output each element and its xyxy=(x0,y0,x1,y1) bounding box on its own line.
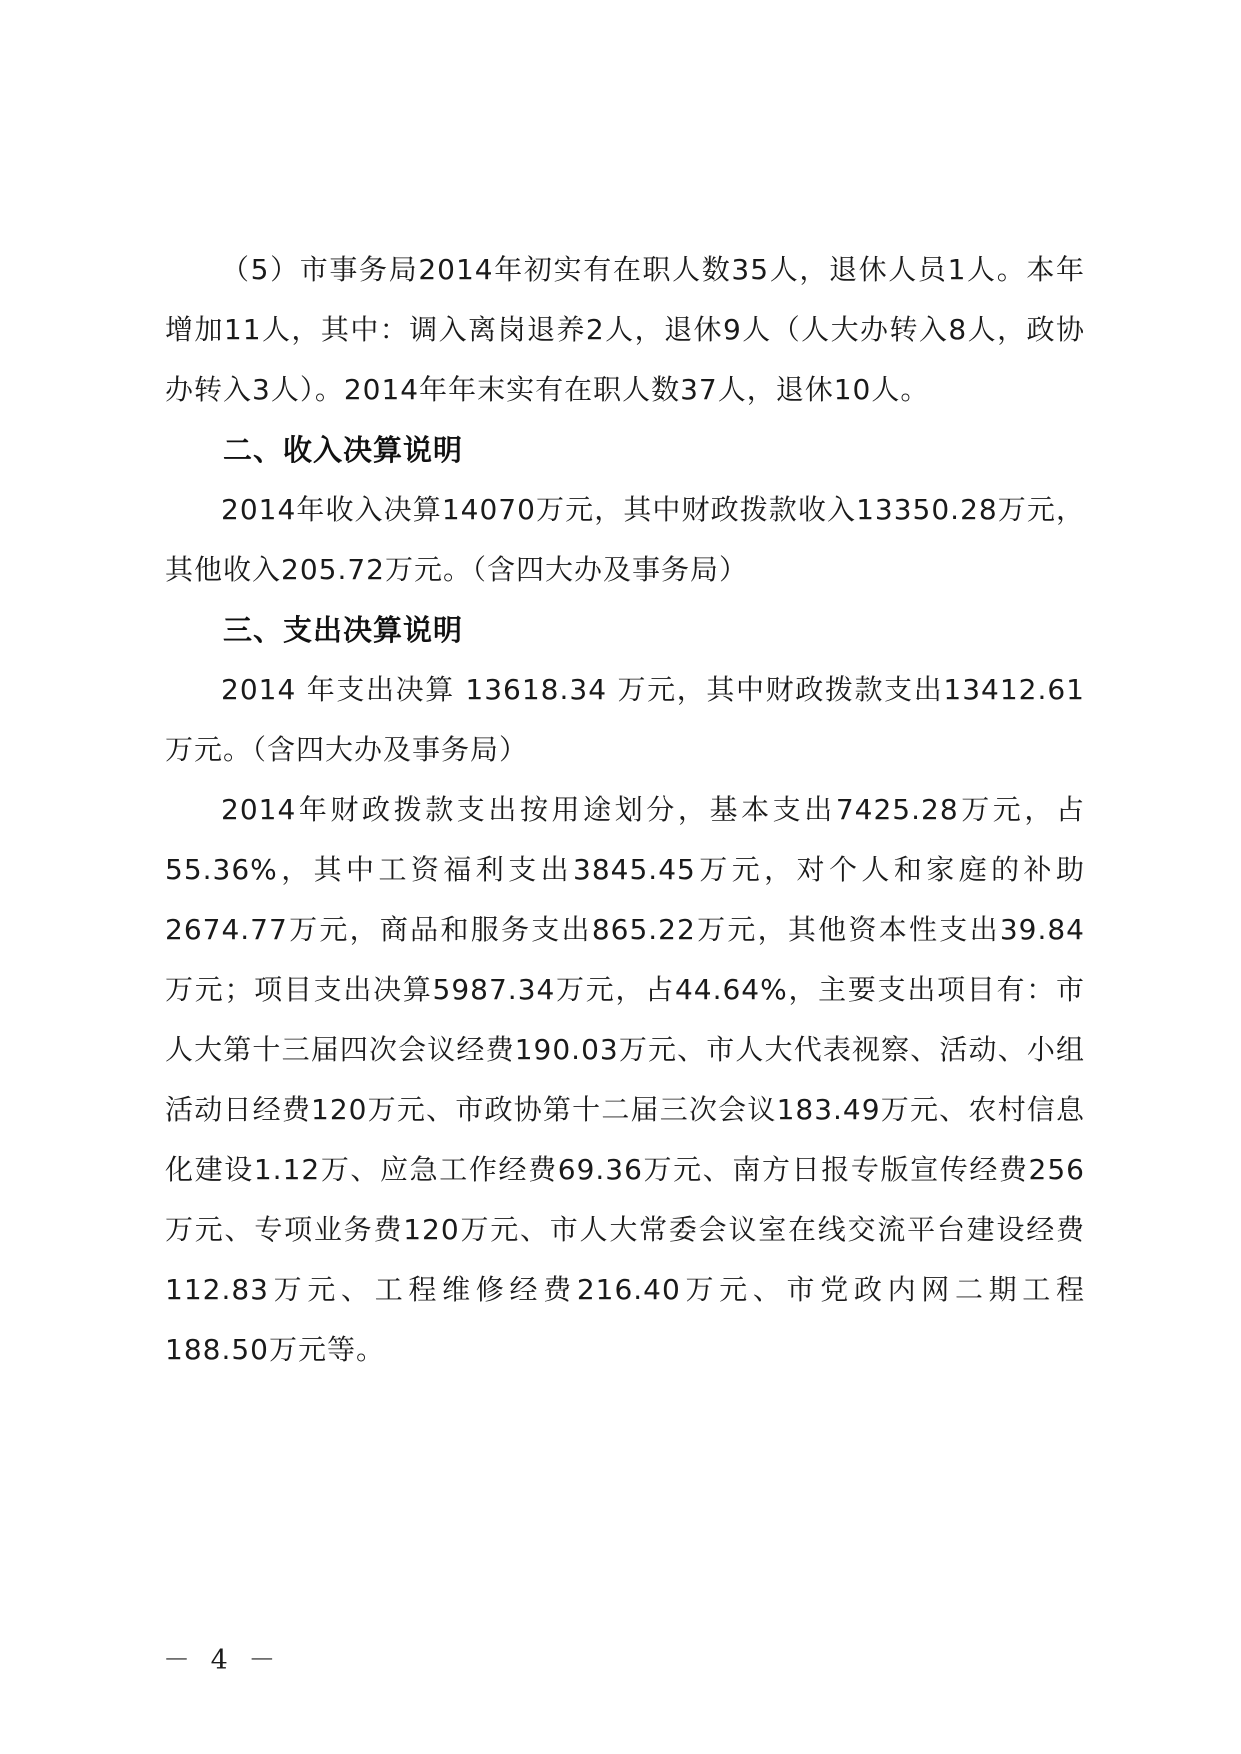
document-body xyxy=(165,240,1085,1380)
staff-count-paragraph: （5）市事务局2014年初实有在职人数35人，退休人员1人。本年增加11人，其中：调入离岗退养2人，退休9人（人大办转入8人，政协办转入3人）。2014年年末实有在职人数37人，退休10人。 xyxy=(165,253,1085,406)
income-section-heading: 二、收入决算说明 xyxy=(223,433,464,467)
page-number: － 4 － xyxy=(163,1645,282,1676)
expenditure-detail-paragraph: 2014年财政拨款支出按用途划分，基本支出7425.28万元，占55.36%，其中工资福利支出3845.45万元，对个人和家庭的补助2674.77万元，商品和服务支出865.22万元，其他资本性支出39.84万元；项目支出决算5987.34万元，占44.64%，主要支出项目有：市人大第十三届四次会议经费190.03万元、市人大代表视察、活动、小组活动日经费120万元、市政协第十二届三次会议183.49万元、农村信息化建设1.12万、应急工作经费69.36万元、南方日报专版宣传经费256万元、专项业务费120万元、市人大常委会议室在线交流平台建设经费112.83万元、工程维修经费216.40万元、市党政内网二期工程188.50万元等。 xyxy=(165,793,1085,1366)
expenditure-section-heading: 三、支出决算说明 xyxy=(223,613,464,647)
income-paragraph: 2014年收入决算14070万元，其中财政拨款收入13350.28万元，其他收入205.72万元。（含四大办及事务局） xyxy=(165,493,1085,586)
expenditure-summary-paragraph: 2014 年支出决算 13618.34 万元，其中财政拨款支出13412.61万元。（含四大办及事务局） xyxy=(165,673,1085,766)
